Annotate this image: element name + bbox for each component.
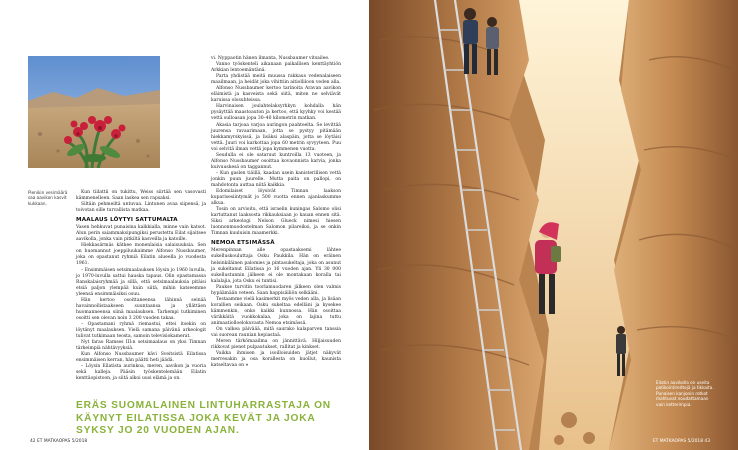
body-paragraph: Meren tärkömaailma on jännittävä. Hiljaisuuden rikkovat pienet pulpautukset, rallitat ja kinkset. <box>211 339 341 351</box>
body-paragraph: Vasen hehkuvat punaisina kalkkialla, minne vain katsot. Alun perin saiammaksipungiksi perustettu Eilat sijaitsee aavikolla, jonka vain pitkiltä kasveilla ja katoille. <box>76 225 206 243</box>
body-paragraph: – Opastamani ryhmä riemastui, ettei itsekin on löytänyt maalauksen. Vielä samana päivänä arkeologit tulivat tutkimaan teosta, samoin televisiokamerat. <box>76 321 206 340</box>
body-paragraph: vi. Nyppaotin hänen ilmanta, Nussbaumer vitsailee. <box>211 56 330 61</box>
continue-arrow-icon: » <box>245 363 249 369</box>
body-paragraph: Harvinaisen joulahtelaksyrhkyn kohdalla hän pysäyttää maastoauton ja kertoo, että kyyhky voi kestää vettä sulloasan jopa 30–40 kilometrin matkan. <box>211 104 341 122</box>
body-paragraph: – Ensimmäisen setsimaalauksen löysin jo 1960 luvulla, jo 1970-luvulla sattui hauska tapaus. Olin opastamassa Ranskalaisryhmää ja sillä, että setsimaalauksia pitäisi etsiä paljon ylempää kuin siitä, mihin katseemme yleensä ensimmäisiksi osuu. <box>76 267 206 297</box>
body-paragraph: Kun Alfonso Nussbaumer kävi Sveitsistä Eilatissa ensimmäisen kerran, hän päätti heti jäädä. <box>76 352 206 364</box>
body-paragraph-text: Vaikka ihmisen ja isoilloisuiden jätjet näkyvät merresakin ja osa korallesta on kuollut, kaunista katseltavaa on <box>211 351 341 369</box>
right-page <box>369 0 738 450</box>
body-paragraph: Seudulla ei ole sataruut kuntroilla 13 vuoteen, ja Alfonso Nussbaumer osoittaa kovaonnista karvia, jonka kuivuuskesä on taggannut. <box>211 152 341 170</box>
body-paragraph: Alfonso Nussbaumer kertoo tarinoita Aravan aavikon eläimistä ja kasveista sekä siitä, miten ne selviävät karuissa olosuhteissa. <box>211 86 341 104</box>
body-paragraph: Vanno työskenteli aikanaan paikallisen kenttäyhtiön Arkkian lentoemäntänä. <box>211 62 341 74</box>
text-column-1 <box>76 190 206 382</box>
body-paragraph: Hän kertoo osoittaneensa lähinnä seinää havainnollistaakseen suuntaansa ja yllättäen huomanneensa siinä maalauksen. Tarkempi tutkiminen osoitti sen olevan noin 3 200 vuoden takaa. <box>76 297 206 321</box>
photo-caption-right: Eilatin aavikolla on useita patikointireittejä ja tikkaita. Punaisen kanjonin rotkot mahtuvat noudattamaan vain ketterimpia. <box>656 380 714 407</box>
page-number-right: ET MATKAOPAS 5/2018 43 <box>652 439 710 444</box>
page-number-left: 42 ET MATKAOPAS 5/2018 <box>30 439 88 444</box>
section-heading-painting: MAALAUS LÖYTYI SATTUMALTA <box>76 217 178 224</box>
desert-flowers-photo <box>28 56 160 168</box>
intro-paragraph-2: Siltäin pehmeiltä untuvaa. Lintunen avaa siipensä, ja toivotan sille turvallista matkaa. <box>76 202 206 214</box>
body-paragraph: Nyt farao Ramses III:n setsimaalaus on yksi Timnan tärkeimpiä nähtävyyksiä. <box>76 340 206 352</box>
body-paragraph: Paukse turvitin toorlamuodaren jälkeen olen valmis hypäämään veteen. Saan happisäiliön selkääni. <box>211 284 341 296</box>
body-paragraph: Parta yhdistää meitä muussa rakkaus vedenalaiseen maailmaan, ja heidät joka vihittiin aitiolliloon veden alla. <box>211 74 341 86</box>
body-paragraph: Hiekkasärmäs kätkee monenlaisia salaisuuksia. Sen on huomannut joeppiluukaimme Alfonso Nussbaumer, joka on opastanut ryhmiä Eilatin alueella jo vuodesta 1961. <box>76 243 206 267</box>
pull-quote: ERÄS SUOMALAINEN LINTUHARRASTAJA ON KÄYNYT EILATISSA JOKA KEVÄT JA JOKA SYKSY JO 20 VUODEN AJAN. <box>76 400 331 436</box>
desert-flowers-illustration <box>28 56 160 168</box>
body-paragraph: Tosin on arvioitu, että israelin kuningas Salomo olisi kartuttanut laaksosta rikkauksiaan jo kauan ennen sitä. Siksi arkeologi Nelson Glueck nimesi hiesen luonnonmuodostelman Salomon pilareiksi, ja se onkin Timnan kuuluisin maamerkki. <box>211 207 341 237</box>
body-paragraph <box>211 351 341 369</box>
body-paragraph: – Löysin Eilatista aurinkoa, meren, aavikon ja vuoria sekä kalleja. Pääsin työskentelemään Eilatin kenttäopistoon, ja siitä alkoi uusi elämä ja on. <box>76 364 206 382</box>
body-paragraph: Edomilaiset löysivät Timnan laakson kuparisesiintymät jo 500 vuotta ennen ajanlaskumme alkua. <box>211 189 341 207</box>
body-paragraph: Testaamme vielä kasimerkit myös veden alla, ja lisäan korallien seikaan. Osku sukeltaa edelläni ja kysekee kämmenkin, onko kaikki kunnossa. Hän osoittaa värikkäitä vuokkokalaa, joka on lajina tuttu animaatiolloelokuvasta Nemoa etsimässä. <box>211 296 341 326</box>
body-paragraph: Akasia tarjoaa varjoa auringon paahteelta. Se levittää juurensa ravaarimaan, jotta se pystyy pitämään hiekkamyrskyissä, ja lisäksi alaspäin, jotta se löytäisi vettä. Juuri voi karkottaa jopa 60 metrin syvyyteen. Puu voi selvitä ilman vettä jopa kymmenen vuotta. <box>211 122 341 152</box>
intro-paragraph: Kun tiilattii on tukittu, Weiss siirtää sen vasovasti kämmenelleen. Saan laskea sen rapsaksi. <box>76 190 206 202</box>
photo-caption-left: Pienikin vesimäärä saa aavikon kasvit kukkaan. <box>28 190 68 206</box>
body-paragraph: Merenpinnan alle opastaaksemi lähtee sukelluskouluttaja Osku Paukkila. Hän on eräinen helsinkiläinen palomies ja pintasukeltaja, joka on asunut ja sukeltanut Eilatissa jo 16 vuoden ajan. Yli 30 000 sukellustunnin jälkeen ei ole montakaan koralla tai kalalajia, jota Osku ei tuntisi. <box>211 248 341 284</box>
body-paragraph: On valkea päiväää, mitä saurako kalaparven tanssia vai suorean raunian kepiastaä. <box>211 327 341 339</box>
text-column-2 <box>211 56 341 369</box>
section-heading-nemo: NEMOA ETSIMÄSSÄ <box>211 240 275 247</box>
body-paragraph: – Kun gaslen tiäillä, kaadan usein kanisterillisen vettä jonkin puun juurelle. Mutta paita on pallopi, on mahdotonta auttaa niitä kaikkia. <box>211 170 341 188</box>
